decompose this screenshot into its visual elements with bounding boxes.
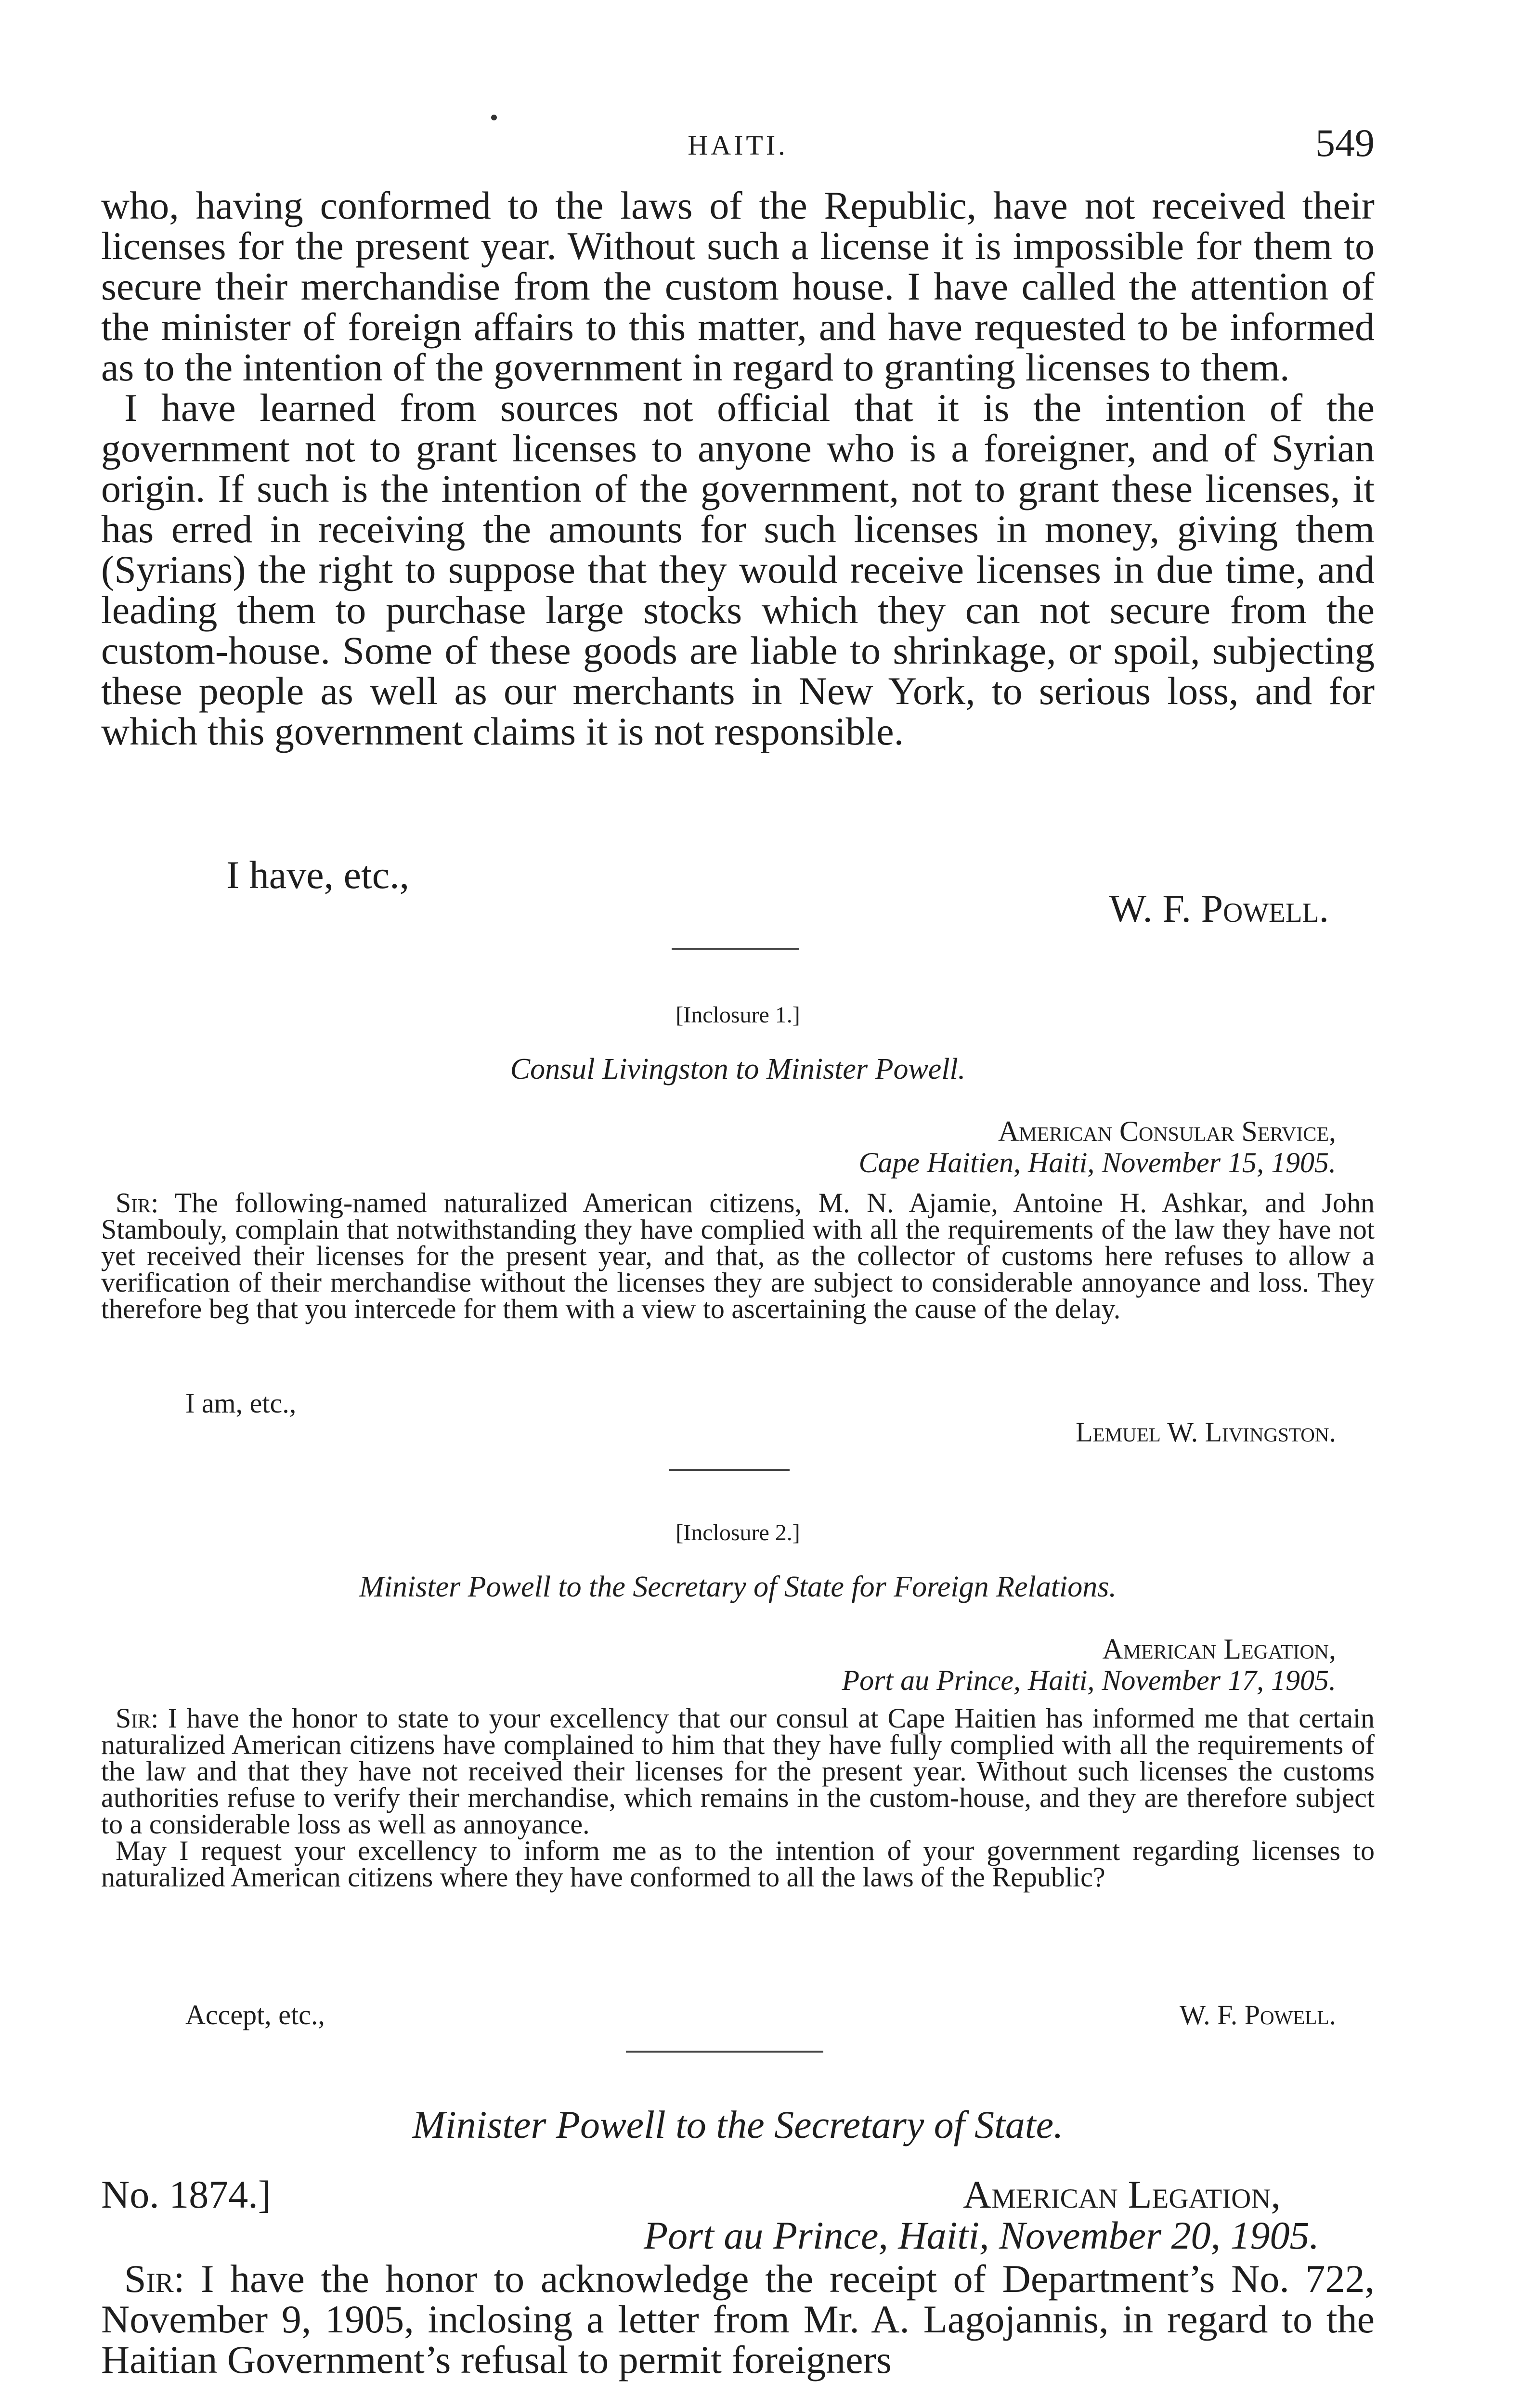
section-divider-1 <box>672 948 799 950</box>
intro-paragraph-2: I have learned from sources not official that it is the intention of the government not to grant licenses to anyone who is a foreigner, and of Syrian origin. If such is the intention of the government, not to grant these licenses, it has erred in receiving the amounts for such licenses in money, giving them (Syrians) the right to suppose that they would receive licenses in due time, and leading them to purchase large stocks which they can not secure from the custom-house. Some of these goods are liable to shrinkage, or spoil, subjecting these people as well as our merchants in New York, to serious loss, and for which this government claims it is not responsible. <box>101 386 1375 753</box>
inclosure-1-closing: I am, etc., <box>185 1387 297 1419</box>
dispatch-body: I have the honor to acknowledge the receipt of Department’s No. 722, November 9, 1905, inclosing a letter from Mr. A. Lagojannis, in regard to the Haitian Government’s refusal to permit foreigners <box>101 2257 1375 2382</box>
dispatch-letter <box>101 2259 1375 2380</box>
inclosure-1-place-date: Cape Haitien, Haiti, November 15, 1905. <box>858 1147 1336 1178</box>
inclosure-2-body-2: May I request your excellency to inform me as to the intention of your government regarding licenses to naturalized American citizens where they have conformed to all the laws of the Republic? <box>101 1835 1375 1893</box>
inclosure-2-place-date: Port au Prince, Haiti, November 17, 1905. <box>842 1664 1336 1696</box>
section-divider-2 <box>669 1469 790 1471</box>
inclosure-2-sender: American Legation, <box>1102 1633 1336 1665</box>
page-number: 549 <box>1315 121 1375 165</box>
inclosure-1-body: The following-named naturalized American citizens, M. N. Ajamie, Antoine H. Ashkar, and John Stambouly, complain that notwithstanding they have complied with all the requirements of the law they have not yet received their licenses for the present year, and that, as the collector of customs here refuses to allow a verification of their merchandise without the licenses they are subject to considerable annoyance and loss. They therefore beg that you intercede for them with a view to ascertaining the cause of the delay. <box>101 1187 1375 1324</box>
inclosure-2-body-1: I have the honor to state to your excellency that our consul at Cape Haitien has informed me that certain naturalized American citizens have complained to him that they have fully complied with all the requirements of the law and that they have not received their licenses for the present year. Without such licenses the customs authorities refuse to verify their merchandise, which remains in the custom-house, and they are therefore subject to a considerable loss as well as annoyance. <box>101 1702 1375 1840</box>
inclosure-1-label: [Inclosure 1.] <box>676 1002 800 1028</box>
dispatch-title: Minister Powell to the Secretary of State. <box>412 2103 1064 2146</box>
inclosure-2-signature: W. F. Powell. <box>1179 1999 1336 2030</box>
stray-ink-mark <box>491 115 497 120</box>
inclosure-1-letter <box>101 1187 1375 1324</box>
inclosure-1-title: Consul Livingston to Minister Powell. <box>510 1053 966 1086</box>
dispatch-number: No. 1874.] <box>101 2172 272 2216</box>
dispatch-salutation: Sir: <box>124 2257 185 2301</box>
running-title: HAITI. <box>688 130 788 161</box>
inclosure-2-label: [Inclosure 2.] <box>676 1520 800 1545</box>
inclosure-2-letter <box>101 1702 1375 1893</box>
running-header <box>101 120 1375 173</box>
dispatch-sender: American Legation, <box>962 2172 1281 2216</box>
intro-signature: W. F. Powell. <box>1109 887 1329 930</box>
intro-letter <box>101 185 1375 752</box>
inclosure-2-salutation: Sir: <box>116 1702 159 1734</box>
inclosure-1-salutation: Sir: <box>116 1187 159 1218</box>
inclosure-2-title: Minister Powell to the Secretary of State for Foreign Relations. <box>359 1570 1117 1603</box>
section-divider-3 <box>626 2051 823 2053</box>
intro-closing: I have, etc., <box>226 853 410 897</box>
inclosure-2-closing: Accept, etc., <box>185 1999 325 2030</box>
inclosure-1-signature: Lemuel W. Livingston. <box>1076 1416 1336 1448</box>
dispatch-place-date: Port au Prince, Haiti, November 20, 1905. <box>644 2213 1319 2257</box>
intro-paragraph-1: who, having conformed to the laws of the Republic, have not received their licenses for the present year. Without such a license it is impossible for them to secure their merchandise from the custom house. I have called the attention of the minister of foreign affairs to this matter, and have requested to be informed as to the intention of the government in regard to granting licenses to them. <box>101 183 1375 389</box>
inclosure-1-sender: American Consular Service, <box>998 1115 1336 1147</box>
